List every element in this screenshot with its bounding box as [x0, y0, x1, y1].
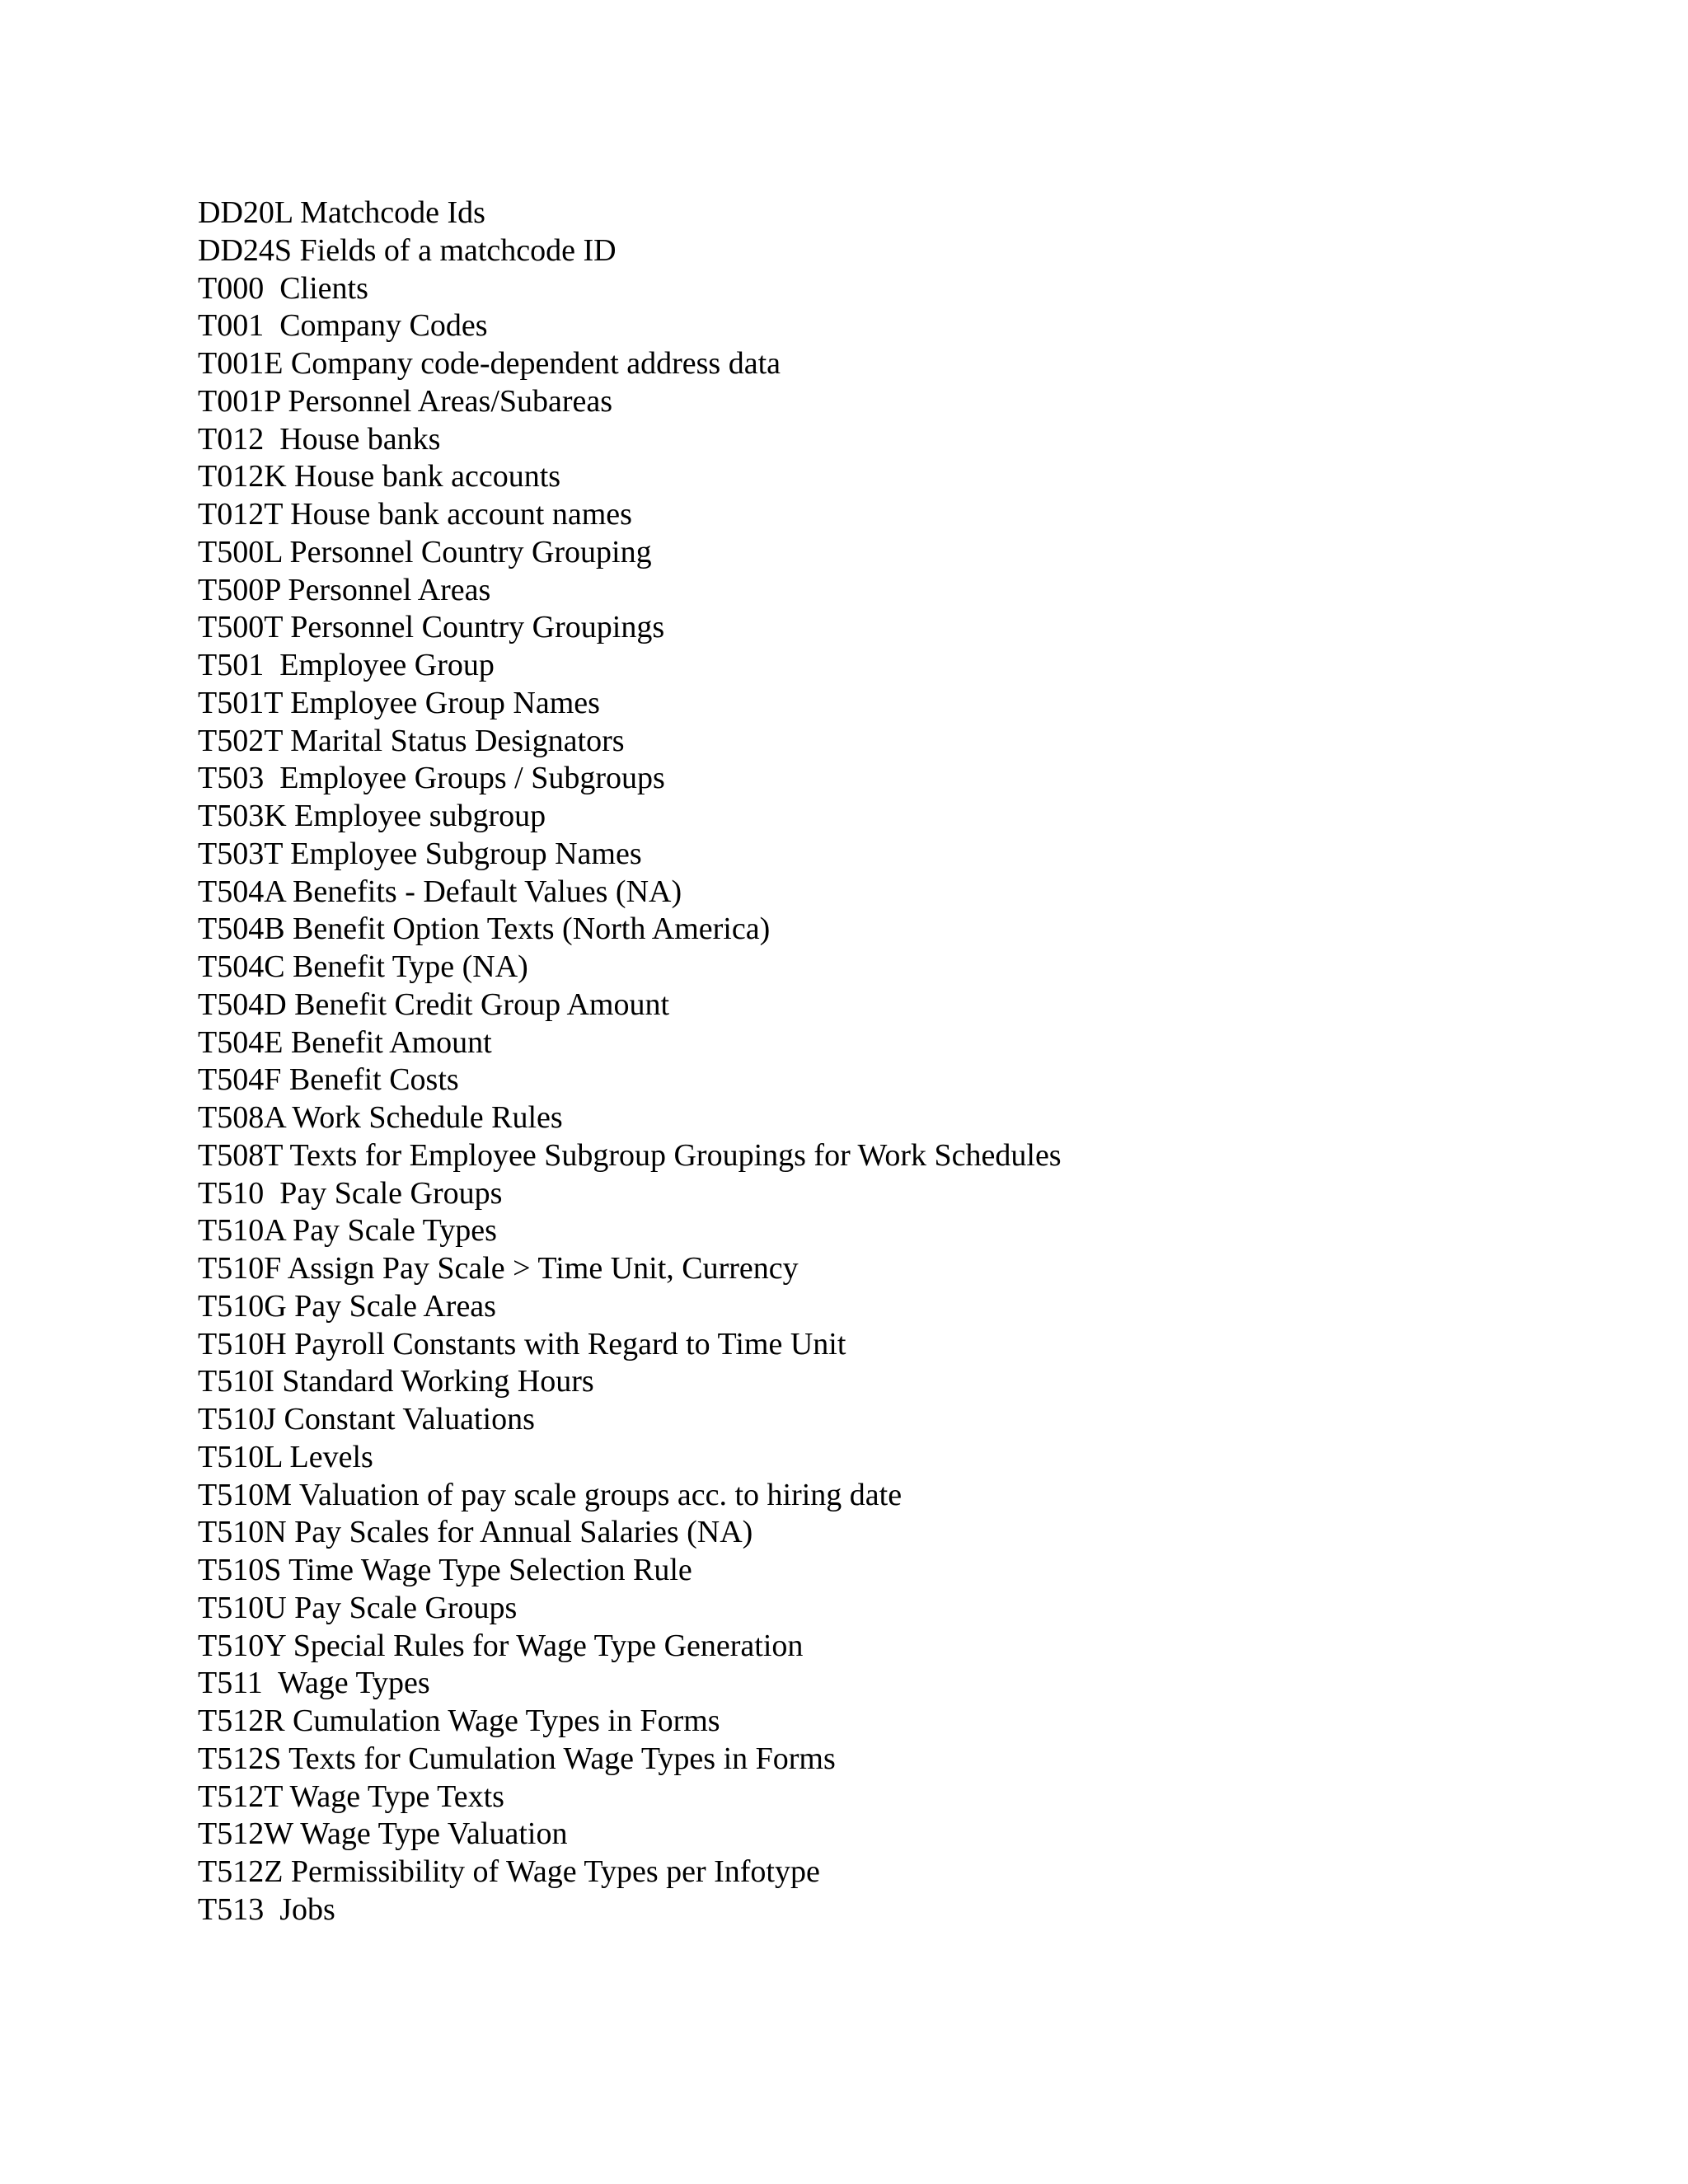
list-item: T000 Clients [198, 270, 368, 306]
list-item: T501T Employee Group Names [198, 685, 600, 720]
list-item: DD20L Matchcode Ids [198, 195, 485, 230]
list-item: T500L Personnel Country Grouping [198, 534, 652, 569]
list-item: T500P Personnel Areas [198, 572, 491, 607]
list-item: T510S Time Wage Type Selection Rule [198, 1553, 692, 1587]
list-item: T510F Assign Pay Scale > Time Unit, Currency [198, 1251, 799, 1286]
list-item: T504F Benefit Costs [198, 1062, 459, 1098]
list-item: T510H Payroll Constants with Regard to Time Unit [198, 1326, 846, 1361]
list-item: T503K Employee subgroup [198, 799, 546, 833]
list-item: T512S Texts for Cumulation Wage Types in Forms [198, 1741, 836, 1776]
list-item: T504A Benefits - Default Values (NA) [198, 874, 682, 909]
list-item: T001 Company Codes [198, 308, 488, 344]
list-item: T503 Employee Groups / Subgroups [198, 761, 665, 796]
list-item: T511 Wage Types [198, 1666, 430, 1701]
list-item: T512R Cumulation Wage Types in Forms [198, 1704, 720, 1738]
list-item: T510J Constant Valuations [198, 1402, 535, 1436]
list-item: T510M Valuation of pay scale groups acc. to hiring date [198, 1477, 903, 1512]
list-item: T510A Pay Scale Types [198, 1213, 497, 1249]
list-item: DD24S Fields of a matchcode ID [198, 232, 617, 268]
list-item: T512T Wage Type Texts [198, 1779, 504, 1814]
list-item: T504E Benefit Amount [198, 1024, 492, 1060]
list-item: T012 House banks [198, 421, 441, 457]
list-item: T512Z Permissibility of Wage Types per Infotype [198, 1854, 820, 1889]
list-item: T012T House bank account names [198, 497, 632, 532]
list-item: T001P Personnel Areas/Subareas [198, 383, 613, 419]
list-item: T510I Standard Working Hours [198, 1364, 594, 1399]
list-item: T001E Company code-dependent address data [198, 346, 781, 381]
table-list [198, 194, 1062, 1929]
list-item: T513 Jobs [198, 1891, 335, 1927]
list-item: T502T Marital Status Designators [198, 723, 625, 758]
list-item: T500T Personnel Country Groupings [198, 610, 665, 645]
list-item: T504D Benefit Credit Group Amount [198, 987, 670, 1022]
list-item: T503T Employee Subgroup Names [198, 836, 642, 871]
list-item: T504B Benefit Option Texts (North America) [198, 912, 771, 947]
list-item: T012K House bank accounts [198, 459, 561, 494]
list-item: T510N Pay Scales for Annual Salaries (NA) [198, 1515, 753, 1550]
list-item: T510U Pay Scale Groups [198, 1590, 518, 1625]
list-item: T510 Pay Scale Groups [198, 1175, 503, 1211]
list-item: T504C Benefit Type (NA) [198, 949, 528, 984]
list-item: T510Y Special Rules for Wage Type Generation [198, 1628, 804, 1663]
list-item: T501 Employee Group [198, 648, 495, 682]
list-item: T508A Work Schedule Rules [198, 1100, 563, 1135]
list-item: T512W Wage Type Valuation [198, 1816, 568, 1852]
list-item: T508T Texts for Employee Subgroup Groupings for Work Schedules [198, 1137, 1062, 1173]
list-item: T510L Levels [198, 1439, 373, 1474]
list-item: T510G Pay Scale Areas [198, 1288, 496, 1324]
